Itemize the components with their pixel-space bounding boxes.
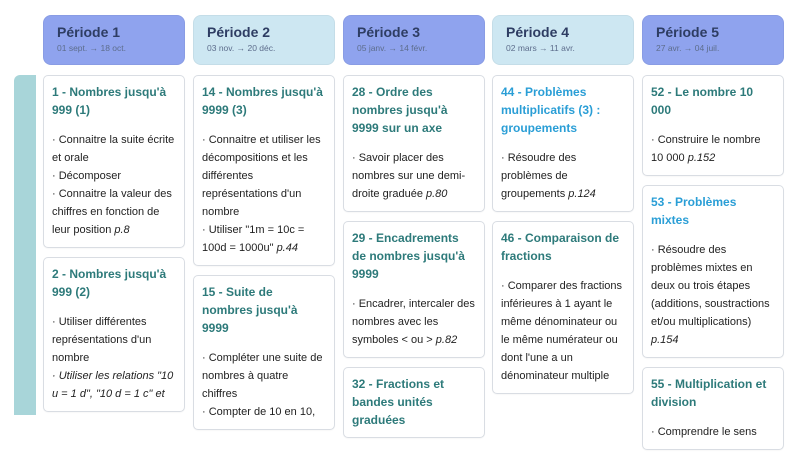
lesson-objectives <box>202 131 326 257</box>
objective-line <box>202 349 326 403</box>
objective-text: · Utiliser "1m = 10c = 100d = 1000u" <box>202 224 305 254</box>
period-title: Période 2 <box>207 24 271 40</box>
page-reference: p.124 <box>568 188 596 200</box>
objective-line <box>52 313 176 367</box>
lesson-card[interactable] <box>343 75 485 212</box>
objective-text: · Compléter une suite de nombres à quatre chiffres <box>202 352 323 400</box>
period-header[interactable] <box>492 15 634 65</box>
period-column-2 <box>193 15 335 439</box>
lesson-list <box>343 75 485 438</box>
lesson-title: 44 - Problèmes multiplicatifs (3) : groupements <box>501 85 601 135</box>
period-header[interactable] <box>43 15 185 65</box>
page-reference: p.82 <box>435 334 458 346</box>
objective-text: · Utiliser les relations "10 u = 1 d", "10 d = 1 c" et <box>52 370 174 400</box>
lesson-card[interactable] <box>492 221 634 394</box>
page-reference: p.152 <box>687 152 716 164</box>
objective-line <box>651 131 775 167</box>
page-reference: p.154 <box>651 334 679 346</box>
lesson-objectives <box>352 149 476 203</box>
objective-line <box>202 403 326 421</box>
period-title: Période 1 <box>57 24 121 40</box>
objective-text: · Compter de 10 en 10, <box>202 406 316 418</box>
lesson-card[interactable] <box>642 367 784 450</box>
objective-line <box>52 185 176 239</box>
objective-line <box>202 221 326 257</box>
objective-line <box>651 241 775 349</box>
lesson-objectives <box>52 131 176 239</box>
period-column-4 <box>492 15 634 403</box>
lesson-objectives <box>352 295 476 349</box>
page-reference: p.80 <box>426 188 448 200</box>
lesson-list <box>43 75 185 412</box>
lesson-card[interactable] <box>43 257 185 412</box>
lesson-card[interactable] <box>193 275 335 430</box>
lesson-title: 55 - Multiplication et division <box>651 377 767 409</box>
period-column-3 <box>343 15 485 447</box>
objective-text: · Connaitre la valeur des chiffres en fonction de leur position <box>52 188 172 236</box>
period-title: Période 4 <box>506 24 570 40</box>
lesson-objectives <box>651 131 775 167</box>
period-header[interactable] <box>193 15 335 65</box>
lesson-title: 1 - Nombres jusqu'à 999 (1) <box>52 85 167 117</box>
lesson-title: 53 - Problèmes mixtes <box>651 195 737 227</box>
lesson-card[interactable] <box>642 185 784 358</box>
period-title: Période 5 <box>656 24 720 40</box>
lesson-title: 15 - Suite de nombres jusqu'à 9999 <box>202 285 298 335</box>
period-column-5 <box>642 15 784 459</box>
lesson-objectives <box>651 423 775 441</box>
lesson-title: 46 - Comparaison de fractions <box>501 231 620 263</box>
page-reference: p.44 <box>276 242 298 254</box>
lesson-title: 28 - Ordre des nombres jusqu'à 9999 sur un axe <box>352 85 448 135</box>
objective-line <box>52 131 176 167</box>
lesson-card[interactable] <box>492 75 634 212</box>
objective-text: · Connaitre et utiliser les décompositions et les différentes représentations d'un nombre <box>202 134 321 218</box>
lesson-objectives <box>202 349 326 421</box>
objective-line <box>352 295 476 349</box>
objective-text: · Résoudre des problèmes mixtes en deux ou trois étapes (additions, soustractions et/ou multiplications) <box>651 244 770 328</box>
objective-line <box>501 277 625 385</box>
objective-line <box>52 367 176 403</box>
objective-text: · Décomposer <box>52 170 122 182</box>
lesson-objectives <box>501 277 625 385</box>
period-column-1 <box>43 15 185 421</box>
sidebar-strip <box>14 75 36 415</box>
period-dates: 02 mars → 11 avr. <box>506 43 575 53</box>
lesson-list <box>193 75 335 430</box>
lesson-objectives <box>52 313 176 403</box>
period-dates: 03 nov. → 20 déc. <box>207 43 276 53</box>
lesson-card[interactable] <box>642 75 784 176</box>
lesson-list <box>492 75 634 394</box>
period-header[interactable] <box>343 15 485 65</box>
period-header[interactable] <box>642 15 784 65</box>
page-reference: p.8 <box>114 224 130 236</box>
lesson-card[interactable] <box>343 221 485 358</box>
objective-line <box>202 131 326 221</box>
period-dates: 01 sept. → 18 oct. <box>57 43 126 53</box>
lesson-objectives <box>651 241 775 349</box>
objective-text: · Résoudre des problèmes de groupements <box>501 152 577 200</box>
objective-line <box>651 423 775 441</box>
lesson-card[interactable] <box>343 367 485 438</box>
lesson-title: 14 - Nombres jusqu'à 9999 (3) <box>202 85 323 117</box>
objective-text: · Encadrer, intercaler des nombres avec les symboles < ou > <box>352 298 475 346</box>
period-title: Période 3 <box>357 24 421 40</box>
objective-text: · Savoir placer des nombres sur une demi-droite graduée <box>352 152 466 200</box>
lesson-objectives <box>501 149 625 203</box>
lesson-card[interactable] <box>193 75 335 266</box>
lesson-card[interactable] <box>43 75 185 248</box>
lesson-title: 52 - Le nombre 10 000 <box>651 85 754 117</box>
objective-line <box>501 149 625 203</box>
objective-text: · Construire le nombre 10 000 <box>651 134 761 164</box>
lesson-title: 32 - Fractions et bandes unités graduées <box>352 377 445 427</box>
objective-text: · Utiliser différentes représentations d'un nombre <box>52 316 152 364</box>
objective-text: · Connaitre la suite écrite et orale <box>52 134 175 164</box>
lesson-title: 29 - Encadrements de nombres jusqu'à 9999 <box>352 231 465 281</box>
period-dates: 05 janv. → 14 févr. <box>357 43 428 53</box>
objective-text: · Comparer des fractions inférieures à 1 ayant le même dénominateur ou le même numérateur ou dont l'une a un dénominateur multiple <box>501 280 623 382</box>
objective-line <box>52 167 176 185</box>
period-dates: 27 avr. → 04 juil. <box>656 43 720 53</box>
objective-line <box>352 149 476 203</box>
lesson-title: 2 - Nombres jusqu'à 999 (2) <box>52 267 167 299</box>
objective-text: · Comprendre le sens <box>651 426 757 438</box>
lesson-list <box>642 75 784 450</box>
